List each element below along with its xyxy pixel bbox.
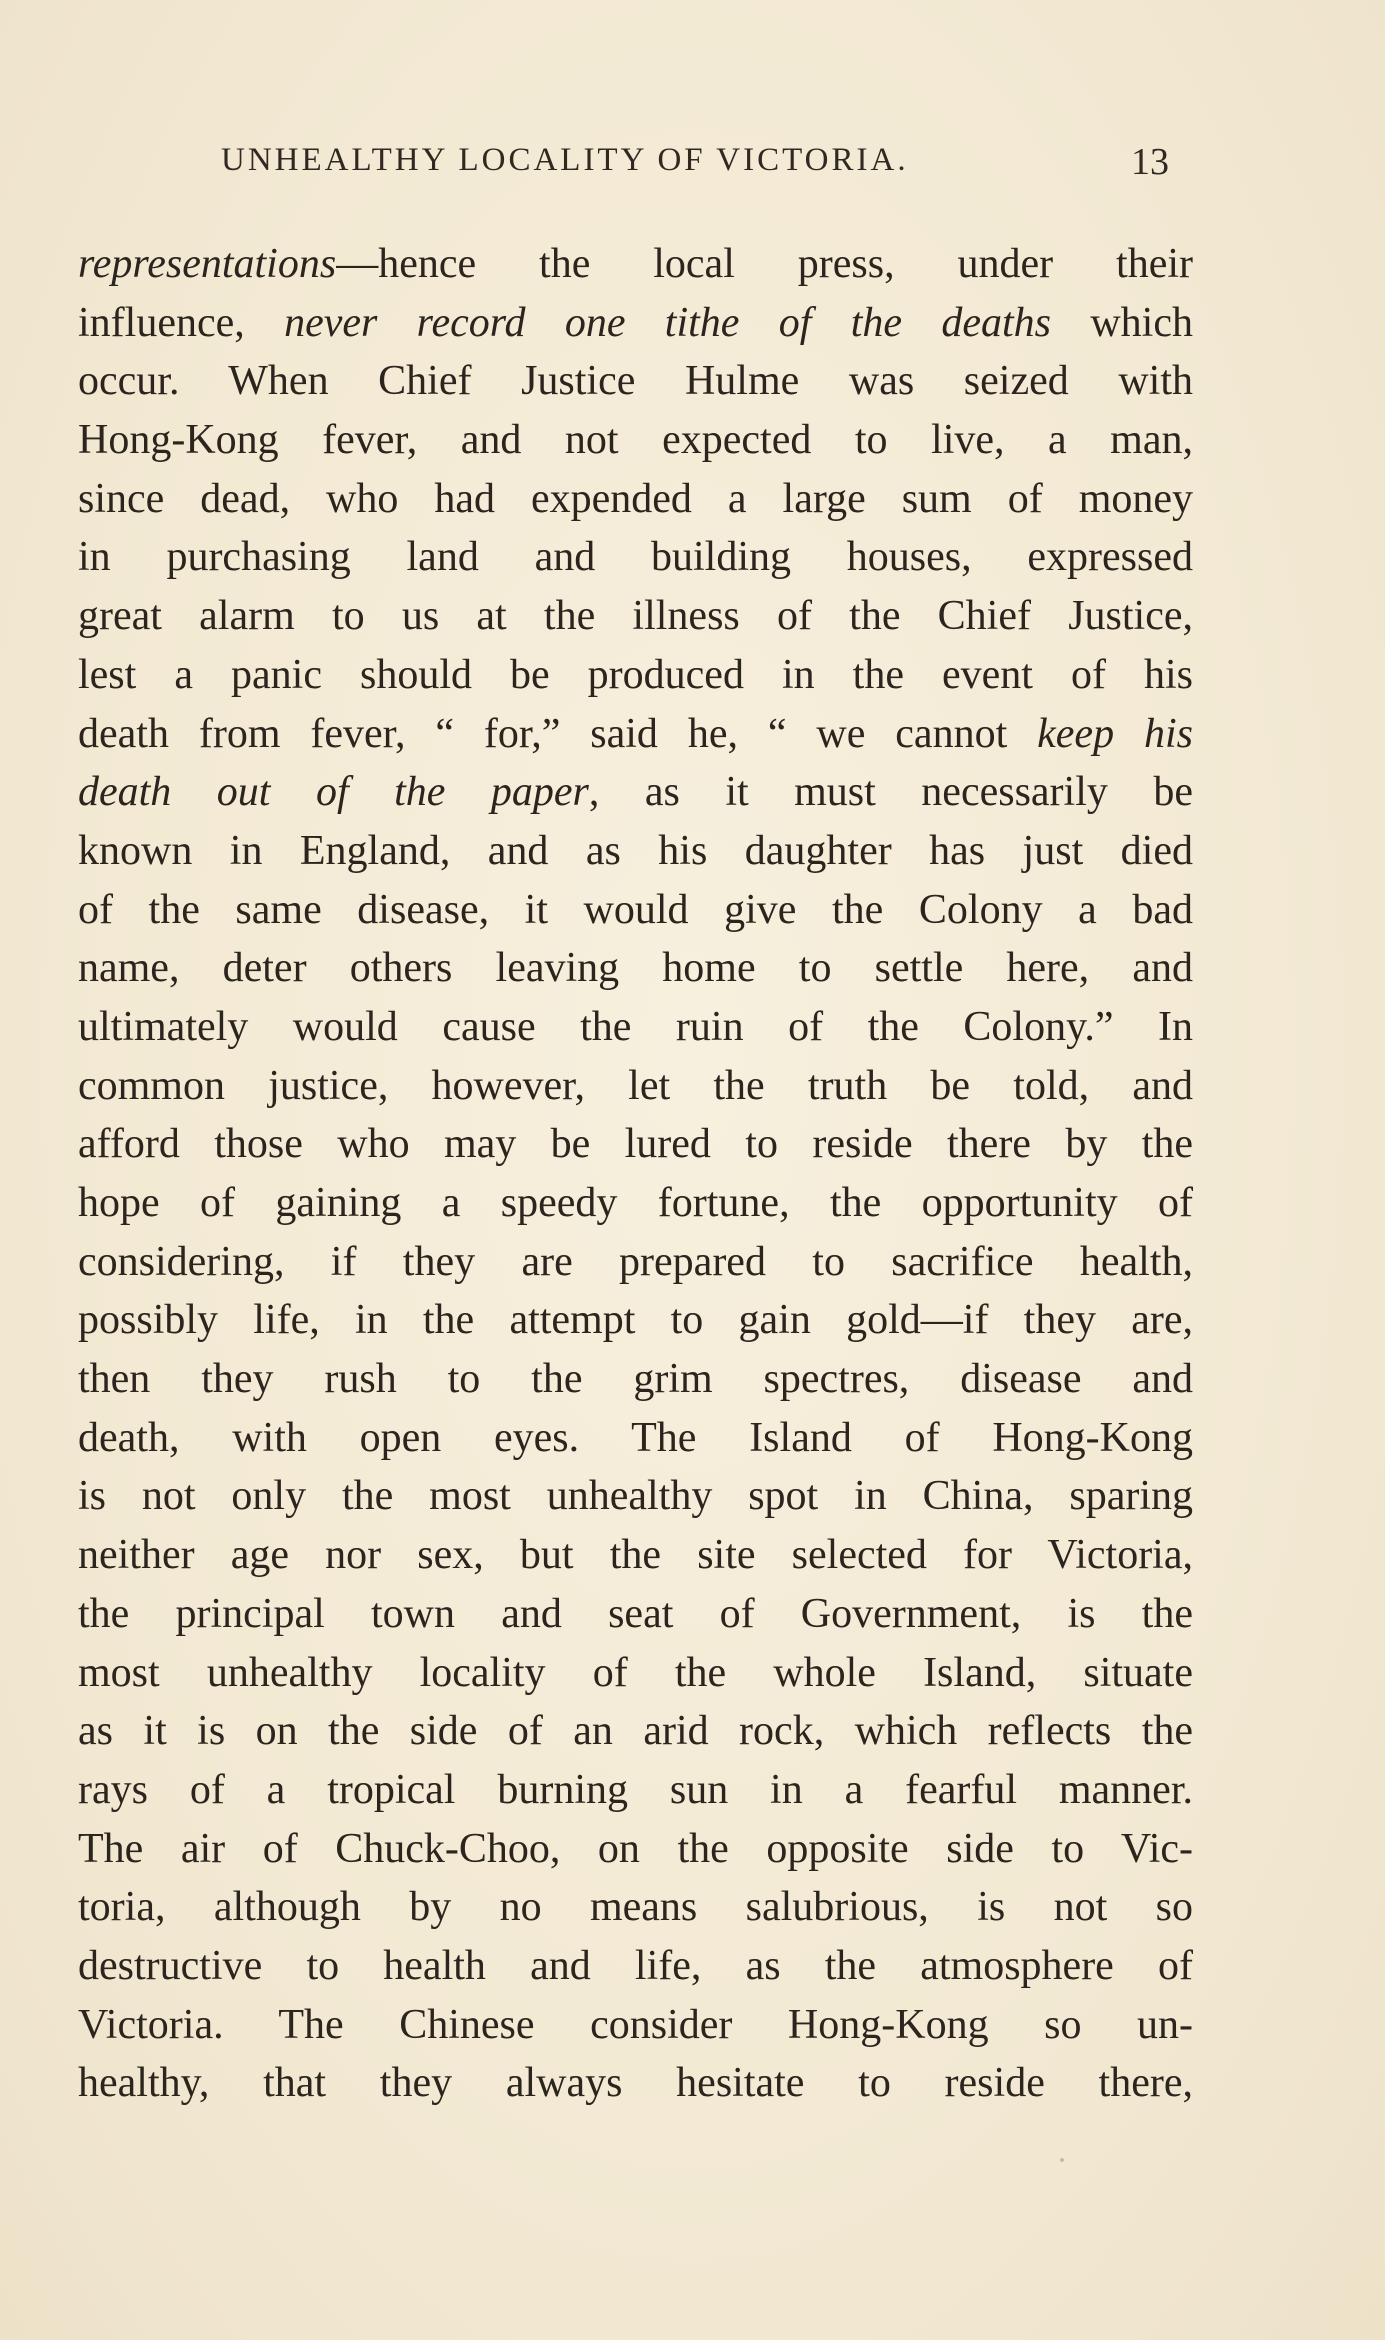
body-text (78, 235, 1193, 2113)
text-line (78, 881, 1193, 940)
italic-text-segment: keep his (1037, 710, 1193, 757)
text-segment: healthy, that they always hesitate to reside there, (78, 2060, 1193, 2107)
text-line (78, 352, 1193, 411)
text-segment: which (1051, 299, 1193, 346)
running-title: UNHEALTHY LOCALITY OF VICTORIA. (221, 142, 909, 178)
text-line (78, 646, 1193, 705)
text-line (78, 294, 1193, 353)
text-segment: name, deter others leaving home to settle here, and (78, 945, 1193, 992)
text-line (78, 1350, 1193, 1409)
text-segment: death from fever, “ for,” said he, “ we cannot (78, 710, 1038, 757)
text-segment: most unhealthy locality of the whole Island, situate (78, 1649, 1193, 1696)
text-segment: destructive to health and life, as the atmosphere of (78, 1942, 1193, 1989)
text-line (78, 2054, 1193, 2113)
text-segment: hope of gaining a speedy fortune, the opportunity of (78, 1180, 1193, 1226)
italic-text-segment: representations (78, 241, 337, 287)
text-segment: considering, if they are prepared to sacrifice health, (78, 1238, 1193, 1285)
text-segment: possibly life, in the attempt to gain gold—if they are, (78, 1297, 1193, 1344)
text-segment: known in England, and as his daughter has just died (78, 827, 1193, 874)
text-segment: then they rush to the grim spectres, disease and (78, 1356, 1193, 1403)
text-segment: neither age nor sex, but the site selected for Victoria, (78, 1532, 1193, 1579)
text-line (78, 1526, 1193, 1585)
text-line (78, 1233, 1193, 1292)
text-line (78, 1115, 1193, 1174)
text-segment: common justice, however, let the truth be told, and (78, 1062, 1193, 1109)
text-line (78, 939, 1193, 998)
text-segment: The air of Chuck-Choo, on the opposite side to Vic- (78, 1825, 1193, 1872)
text-line (78, 1291, 1193, 1350)
text-line (78, 470, 1193, 529)
text-segment: is not only the most unhealthy spot in China, sparing (78, 1473, 1193, 1520)
text-line (78, 1937, 1193, 1996)
text-line (78, 1702, 1193, 1761)
text-line (78, 1174, 1193, 1233)
text-segment: as it is on the side of an arid rock, which reflects the (78, 1708, 1193, 1755)
text-line (78, 822, 1193, 881)
text-segment: since dead, who had expended a large sum of money (78, 475, 1193, 522)
text-segment: the principal town and seat of Government, is the (78, 1590, 1193, 1637)
text-line (78, 1467, 1193, 1526)
text-segment: ultimately would cause the ruin of the Colony.” In (78, 1003, 1193, 1050)
text-line (78, 528, 1193, 587)
text-line (78, 235, 1193, 294)
text-segment: lest a panic should be produced in the event of his (78, 651, 1193, 698)
text-line (78, 1878, 1193, 1937)
text-line (78, 1761, 1193, 1820)
text-segment: toria, although by no means salubrious, is not so (78, 1884, 1193, 1931)
text-segment: influence, (78, 299, 285, 346)
text-line (78, 411, 1193, 470)
text-line (78, 998, 1193, 1057)
text-line (78, 1057, 1193, 1116)
text-line (78, 1644, 1193, 1703)
text-segment: death, with open eyes. The Island of Hong-Kong (78, 1414, 1193, 1461)
text-segment: Victoria. The Chinese consider Hong-Kong so un- (78, 2001, 1193, 2048)
text-line (78, 1585, 1193, 1644)
italic-text-segment: death out of the paper (78, 769, 589, 816)
text-segment: , as it must necessarily be (588, 769, 1193, 816)
text-line (78, 1996, 1193, 2055)
text-segment: occur. When Chief Justice Hulme was seized with (78, 358, 1193, 405)
running-head (0, 142, 1385, 190)
text-segment: in purchasing land and building houses, expressed (78, 534, 1193, 581)
text-segment: of the same disease, it would give the Colony a bad (78, 886, 1193, 933)
text-line (78, 587, 1193, 646)
text-segment: afford those who may be lured to reside there by the (78, 1121, 1193, 1168)
italic-text-segment: never record one tithe of the deaths (284, 299, 1052, 346)
text-segment: great alarm to us at the illness of the Chief Justice, (78, 593, 1193, 640)
text-line (78, 1820, 1193, 1879)
text-segment: —hence the local press, under their (336, 241, 1193, 287)
paper-speck (1060, 2158, 1064, 2162)
text-segment: rays of a tropical burning sun in a fearful manner. (78, 1766, 1193, 1813)
text-line (78, 1409, 1193, 1468)
text-segment: Hong-Kong fever, and not expected to live, a man, (78, 417, 1193, 464)
text-line (78, 763, 1193, 822)
page-number: 13 (1131, 141, 1169, 183)
text-line (78, 705, 1193, 764)
